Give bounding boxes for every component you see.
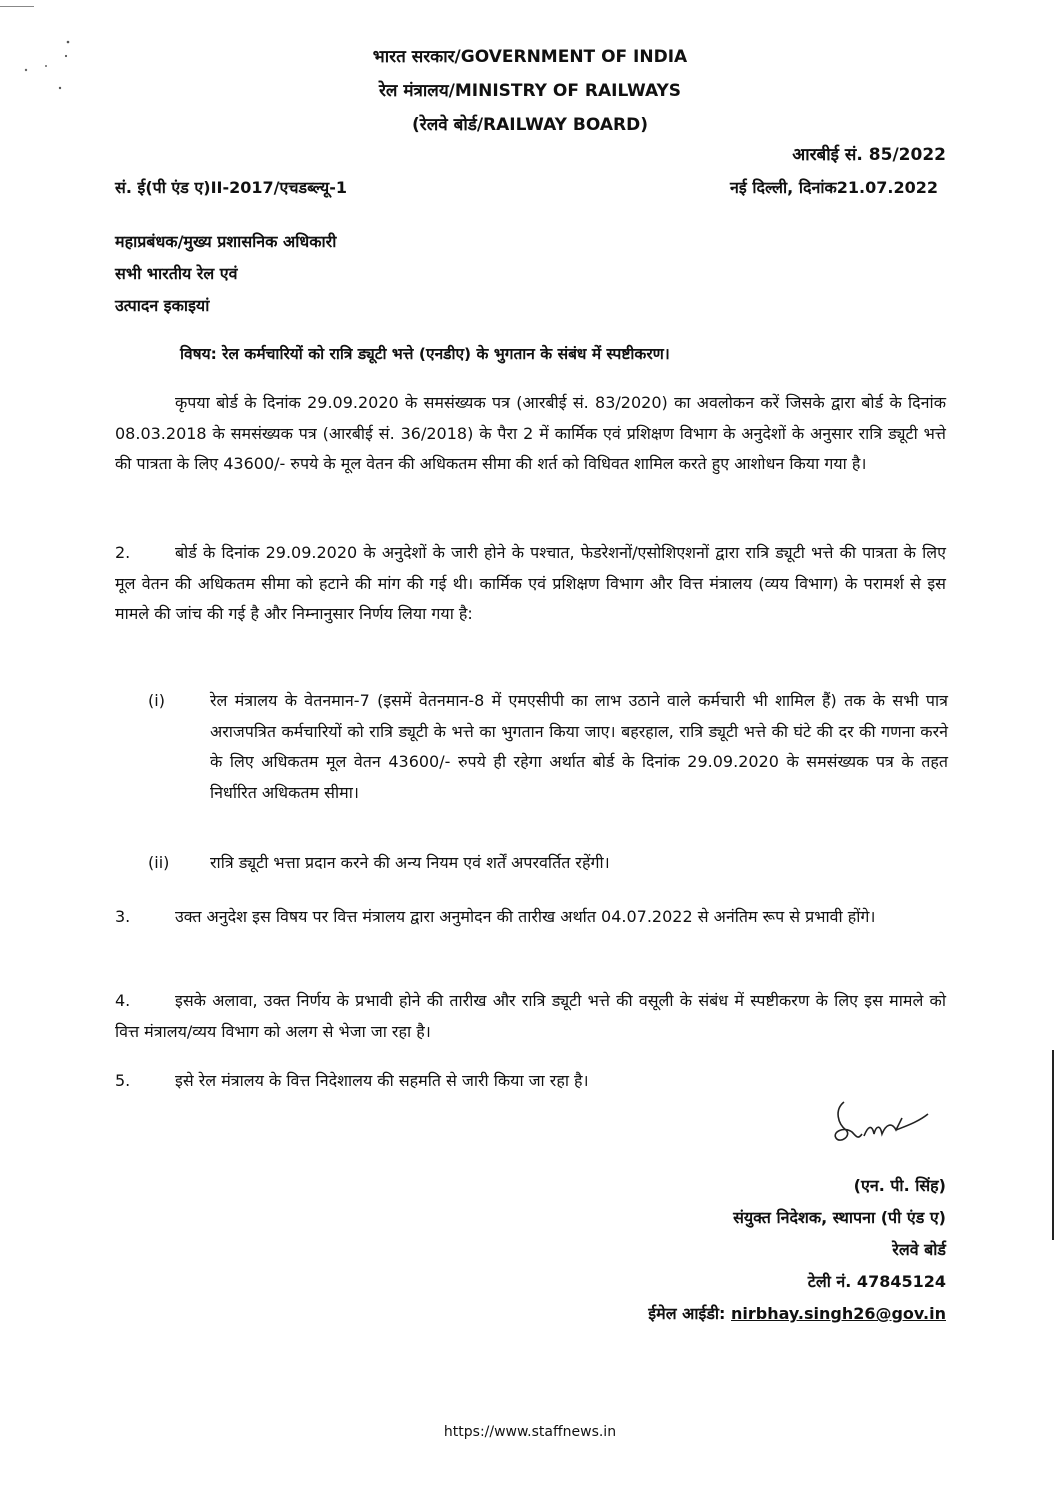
paragraph-1: [115, 388, 946, 480]
paragraph-4-number: 4.: [115, 991, 131, 1010]
signatory-office: रेलवे बोर्ड: [892, 1240, 946, 1259]
signatory-telephone: टेली नं. 47845124: [807, 1272, 946, 1291]
signatory-block: [648, 1170, 946, 1330]
paragraph-4-text: इसके अलावा, उक्त निर्णय के प्रभावी होने की तारीख और रात्रि ड्यूटी भत्ते की वसूली के संबंध में स्पष्टीकरण के लिए इस मामले को वित्त मंत्रालय/व्यय विभाग को अलग से भेजा जा रहा है।: [115, 991, 946, 1041]
list-item-text: रात्रि ड्यूटी भत्ता प्रदान करने की अन्य नियम एवं शर्तें अपरवर्तित रहेंगी।: [210, 853, 610, 872]
paragraph-2: [115, 538, 946, 630]
signatory-designation: संयुक्त निदेशक, स्थापना (पी एंड ए): [733, 1208, 946, 1227]
header-board: (रेलवे बोर्ड/RAILWAY BOARD): [412, 115, 648, 135]
header-ministry: रेल मंत्रालय/MINISTRY OF RAILWAYS: [378, 81, 682, 101]
scan-edge-artifact: [1052, 1050, 1054, 1240]
list-item-marker: (i): [148, 691, 165, 710]
header-govt: भारत सरकार/GOVERNMENT OF INDIA: [372, 47, 688, 67]
paragraph-5: [115, 1066, 946, 1097]
list-item-marker: (ii): [148, 853, 170, 872]
signatory-email-line: [648, 1298, 946, 1330]
paragraph-3-text: उक्त अनुदेश इस विषय पर वित्त मंत्रालय द्वारा अनुमोदन की तारीख अर्थात 04.07.2022 से अनंतिम रूप से प्रभावी होंगे।: [175, 907, 876, 926]
paragraph-5-text: इसे रेल मंत्रालय के वित्त निदेशालय की सहमति से जारी किया जा रहा है।: [175, 1071, 589, 1090]
subject-line: विषय: रेल कर्मचारियों को रात्रि ड्यूटी भत्ते (एनडीए) के भुगतान के संबंध में स्पष्टीकरण।: [180, 345, 670, 363]
paragraph-3-number: 3.: [115, 907, 131, 926]
email-label: ईमेल आईडी:: [648, 1304, 732, 1323]
paragraph-4: [115, 986, 946, 1047]
footer-url[interactable]: https://www.staffnews.in: [443, 1424, 617, 1440]
paragraph-1-text: कृपया बोर्ड के दिनांक 29.09.2020 के समसंख्यक पत्र (आरबीई सं. 83/2020) का अवलोकन करें जिसके द्वारा बोर्ड के दिनांक 08.03.2018 के समसंख्यक पत्र (आरबीई सं. 36/2018) के पैरा 2 में कार्मिक एवं प्रशिक्षण विभाग के अनुदेशों के अनुसार रात्रि ड्यूटी भत्ते की पात्रता के लिए 43600/- रुपये के मूल वेतन की अधिकतम सीमा की शर्त को विधिवत शामिल करते हुए आशोधन किया गया है।: [115, 393, 946, 473]
rbe-number: आरबीई सं. 85/2022: [792, 145, 946, 165]
addressee-line-3: उत्पादन इकाइयां: [115, 296, 210, 315]
paragraph-3: [115, 902, 946, 933]
list-item: [148, 848, 948, 879]
list-item-text: रेल मंत्रालय के वेतनमान-7 (इसमें वेतनमान-8 में एमएसीपी का लाभ उठाने वाले कर्मचारी भी शामिल हैं) तक के सभी पात्र अराजपत्रित कर्मचारियों को रात्रि ड्यूटी के भत्ते का भुगतान किया जाए। बहरहाल, रात्रि ड्यूटी भत्ते की घंटे की दर की गणना करने के लिए अधिकतम मूल वेतन 43600/- रुपये ही रहेगा अर्थात बोर्ड के दिनांक 29.09.2020 के समसंख्यक पत्र के तहत निर्धारित अधिकतम सीमा।: [210, 691, 948, 802]
addressee-line-1: महाप्रबंधक/मुख्य प्रशासनिक अधिकारी: [115, 232, 337, 251]
scan-edge-line: [0, 6, 34, 7]
list-item: [148, 686, 948, 808]
addressee-line-2: सभी भारतीय रेल एवं: [115, 264, 238, 283]
file-number: सं. ई(पी एंड ए)II-2017/एचडब्ल्यू-1: [115, 178, 347, 197]
paragraph-2-number: 2.: [115, 543, 131, 562]
place-date: नई दिल्ली, दिनांक21.07.2022: [730, 178, 938, 197]
email-link[interactable]: nirbhay.singh26@gov.in: [731, 1304, 946, 1323]
paragraph-5-number: 5.: [115, 1071, 131, 1090]
paragraph-2-text: बोर्ड के दिनांक 29.09.2020 के अनुदेशों के जारी होने के पश्चात, फेडरेशनों/एसोशिएशनों द्वारा रात्रि ड्यूटी भत्ते की पात्रता के लिए मूल वेतन की अधिकतम सीमा को हटाने की मांग की गई थी। कार्मिक एवं प्रशिक्षण विभाग और वित्त मंत्रालय (व्यय विभाग) के परामर्श से इस मामले की जांच की गई है और निम्नानुसार निर्णय लिया गया है:: [115, 543, 946, 623]
handwritten-signature: [826, 1096, 936, 1156]
signatory-name: (एन. पी. सिंह): [853, 1176, 946, 1195]
